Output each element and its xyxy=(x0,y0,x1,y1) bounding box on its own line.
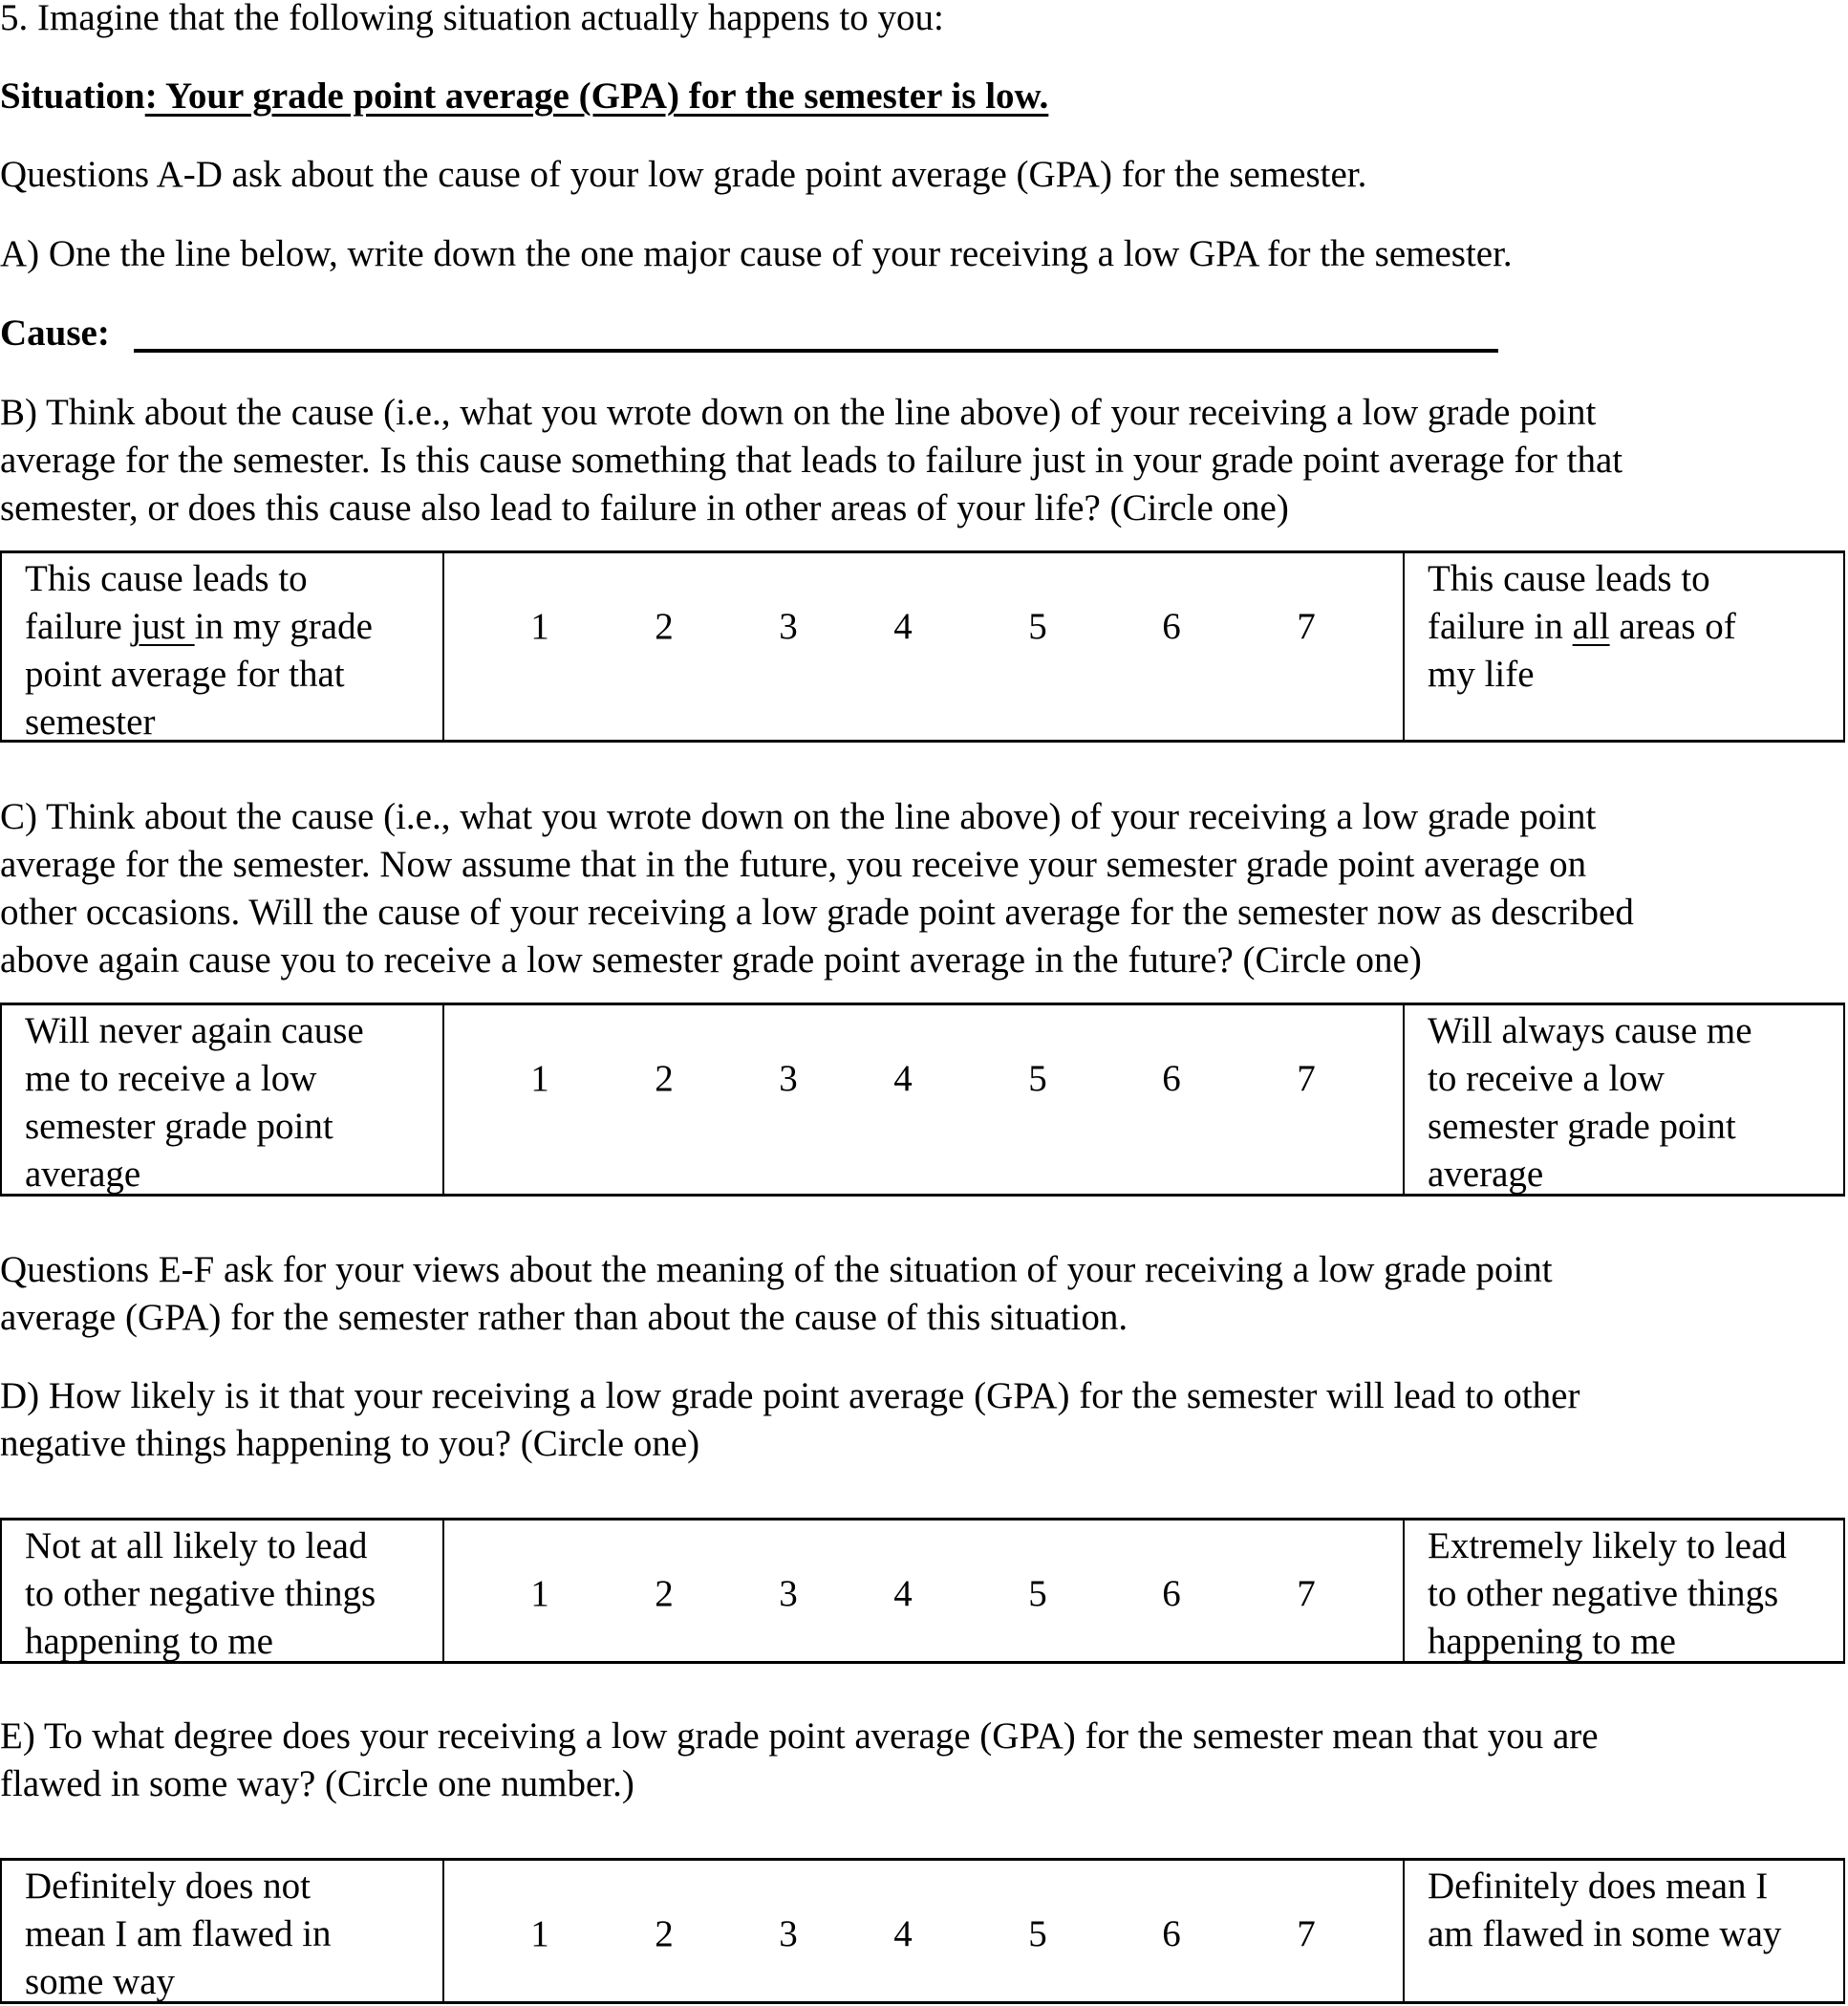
scale-option-3[interactable]: 3 xyxy=(779,1573,798,1614)
anchor-line: average xyxy=(25,1154,141,1195)
anchor-line: average xyxy=(1428,1154,1544,1195)
scale-option-1[interactable]: 1 xyxy=(530,1913,549,1954)
anchor-text: failure xyxy=(25,606,132,647)
anchor-line: Will never again cause xyxy=(25,1010,364,1051)
question-intro: 5. Imagine that the following situation actually happens to you: xyxy=(0,0,944,38)
scale-option-7[interactable]: 7 xyxy=(1297,1573,1316,1614)
anchor-line: semester grade point xyxy=(1428,1106,1736,1147)
scale-option-7[interactable]: 7 xyxy=(1297,1058,1316,1099)
scale-option-7[interactable]: 7 xyxy=(1297,1913,1316,1954)
question-e-line: E) To what degree does your receiving a low grade point average (GPA) for the semester mean that you are xyxy=(0,1715,1599,1757)
scale-option-2[interactable]: 2 xyxy=(655,1913,674,1954)
scale-option-4[interactable]: 4 xyxy=(893,606,913,647)
scale-b-left-anchor xyxy=(2,553,444,743)
question-c xyxy=(0,793,1634,984)
scale-option-1[interactable]: 1 xyxy=(530,1573,549,1614)
scale-e-options xyxy=(444,1861,1403,2001)
question-d-line: negative things happening to you? (Circle one) xyxy=(0,1423,700,1464)
anchor-line: happening to me xyxy=(1428,1621,1676,1662)
anchor-line: Not at all likely to lead xyxy=(25,1525,368,1566)
question-b-line: B) Think about the cause (i.e., what you wrote down on the line above) of your receiving a low grade point xyxy=(0,392,1597,433)
anchor-line xyxy=(1428,603,1843,651)
scale-b xyxy=(0,550,1845,743)
anchor-line: semester xyxy=(25,701,156,743)
question-d xyxy=(0,1372,1579,1468)
anchor-text: failure in xyxy=(1428,606,1573,647)
scale-option-6[interactable]: 6 xyxy=(1162,1573,1181,1614)
scale-option-3[interactable]: 3 xyxy=(779,1058,798,1099)
anchor-line: Extremely likely to lead xyxy=(1428,1525,1787,1566)
scale-option-2[interactable]: 2 xyxy=(655,1573,674,1614)
anchor-line: Definitely does mean I xyxy=(1428,1866,1769,1907)
anchor-line: This cause leads to xyxy=(1428,558,1710,599)
scale-c-left-anchor xyxy=(2,1005,444,1194)
question-b-line: semester, or does this cause also lead to failure in other areas of your life? (Circle one) xyxy=(0,487,1289,528)
scale-d-left-anchor xyxy=(2,1521,444,1661)
scale-option-6[interactable]: 6 xyxy=(1162,1058,1181,1099)
question-c-line: average for the semester. Now assume that in the future, you receive your semester grade point average on xyxy=(0,844,1587,885)
anchor-line: semester grade point xyxy=(25,1106,333,1147)
question-e xyxy=(0,1713,1599,1808)
scale-option-4[interactable]: 4 xyxy=(893,1913,913,1954)
anchor-line: point average for that xyxy=(25,654,345,695)
question-b xyxy=(0,389,1622,532)
anchor-line: Definitely does not xyxy=(25,1866,311,1907)
scale-option-5[interactable]: 5 xyxy=(1028,1573,1047,1614)
cause-label: Cause: xyxy=(0,313,110,354)
scale-c-right-anchor xyxy=(1403,1005,1843,1194)
anchor-line: am flawed in some way xyxy=(1428,1913,1782,1954)
anchor-text: in my grade xyxy=(194,606,373,647)
anchor-line: This cause leads to xyxy=(25,558,308,599)
scale-option-5[interactable]: 5 xyxy=(1028,1913,1047,1954)
question-a: A) One the line below, write down the one major cause of your receiving a low GPA for the semester. xyxy=(0,233,1513,274)
anchor-emphasis: just xyxy=(131,606,195,647)
scale-c xyxy=(0,1003,1845,1197)
scale-e xyxy=(0,1858,1845,2004)
anchor-text: areas of xyxy=(1609,606,1736,647)
scale-option-4[interactable]: 4 xyxy=(893,1058,913,1099)
scale-option-2[interactable]: 2 xyxy=(655,606,674,647)
question-c-line: C) Think about the cause (i.e., what you wrote down on the line above) of your receiving a low grade point xyxy=(0,796,1597,837)
scale-b-right-anchor xyxy=(1403,553,1843,740)
anchor-line: some way xyxy=(25,1961,176,2002)
situation-label: Situation xyxy=(0,75,145,117)
anchor-line: me to receive a low xyxy=(25,1058,317,1099)
scale-option-1[interactable]: 1 xyxy=(530,606,549,647)
scale-option-3[interactable]: 3 xyxy=(779,1913,798,1954)
scale-option-5[interactable]: 5 xyxy=(1028,1058,1047,1099)
anchor-line: to other negative things xyxy=(1428,1573,1779,1614)
questions-ad-intro: Questions A-D ask about the cause of your low grade point average (GPA) for the semester. xyxy=(0,154,1367,195)
question-c-line: above again cause you to receive a low semester grade point average in the future? (Circle one) xyxy=(0,939,1422,981)
scale-option-1[interactable]: 1 xyxy=(530,1058,549,1099)
situation-text: : Your grade point average (GPA) for the semester is low. xyxy=(144,75,1049,117)
scale-e-left-anchor xyxy=(2,1861,444,2001)
scale-b-options xyxy=(444,553,1403,740)
anchor-line xyxy=(25,603,442,651)
question-c-line: other occasions. Will the cause of your receiving a low grade point average for the semester now as described xyxy=(0,892,1634,933)
situation-line xyxy=(0,73,1048,120)
scale-option-7[interactable]: 7 xyxy=(1297,606,1316,647)
anchor-line: to other negative things xyxy=(25,1573,376,1614)
question-d-line: D) How likely is it that your receiving a low grade point average (GPA) for the semester will lead to other xyxy=(0,1375,1580,1416)
scale-option-2[interactable]: 2 xyxy=(655,1058,674,1099)
scale-e-right-anchor xyxy=(1403,1861,1843,2001)
anchor-line: mean I am flawed in xyxy=(25,1913,332,1954)
question-e-line: flawed in some way? (Circle one number.) xyxy=(0,1763,634,1804)
scale-c-options xyxy=(444,1005,1403,1194)
scale-option-5[interactable]: 5 xyxy=(1028,606,1047,647)
scale-option-6[interactable]: 6 xyxy=(1162,606,1181,647)
scale-option-6[interactable]: 6 xyxy=(1162,1913,1181,1954)
anchor-line: my life xyxy=(1428,654,1535,695)
intro-line: average (GPA) for the semester rather than about the cause of this situation. xyxy=(0,1297,1128,1338)
cause-answer-line[interactable] xyxy=(134,349,1498,353)
scale-d-options xyxy=(444,1521,1403,1661)
questions-ef-intro xyxy=(0,1246,1553,1342)
anchor-line: Will always cause me xyxy=(1428,1010,1752,1051)
question-b-line: average for the semester. Is this cause something that leads to failure just in your grade point average for that xyxy=(0,440,1623,481)
anchor-emphasis: all xyxy=(1572,606,1610,647)
scale-d xyxy=(0,1518,1845,1664)
intro-line: Questions E-F ask for your views about the meaning of the situation of your receiving a low grade point xyxy=(0,1249,1553,1290)
scale-option-3[interactable]: 3 xyxy=(779,606,798,647)
anchor-line: to receive a low xyxy=(1428,1058,1665,1099)
scale-d-right-anchor xyxy=(1403,1521,1843,1661)
anchor-line: happening to me xyxy=(25,1621,273,1662)
scale-option-4[interactable]: 4 xyxy=(893,1573,913,1614)
